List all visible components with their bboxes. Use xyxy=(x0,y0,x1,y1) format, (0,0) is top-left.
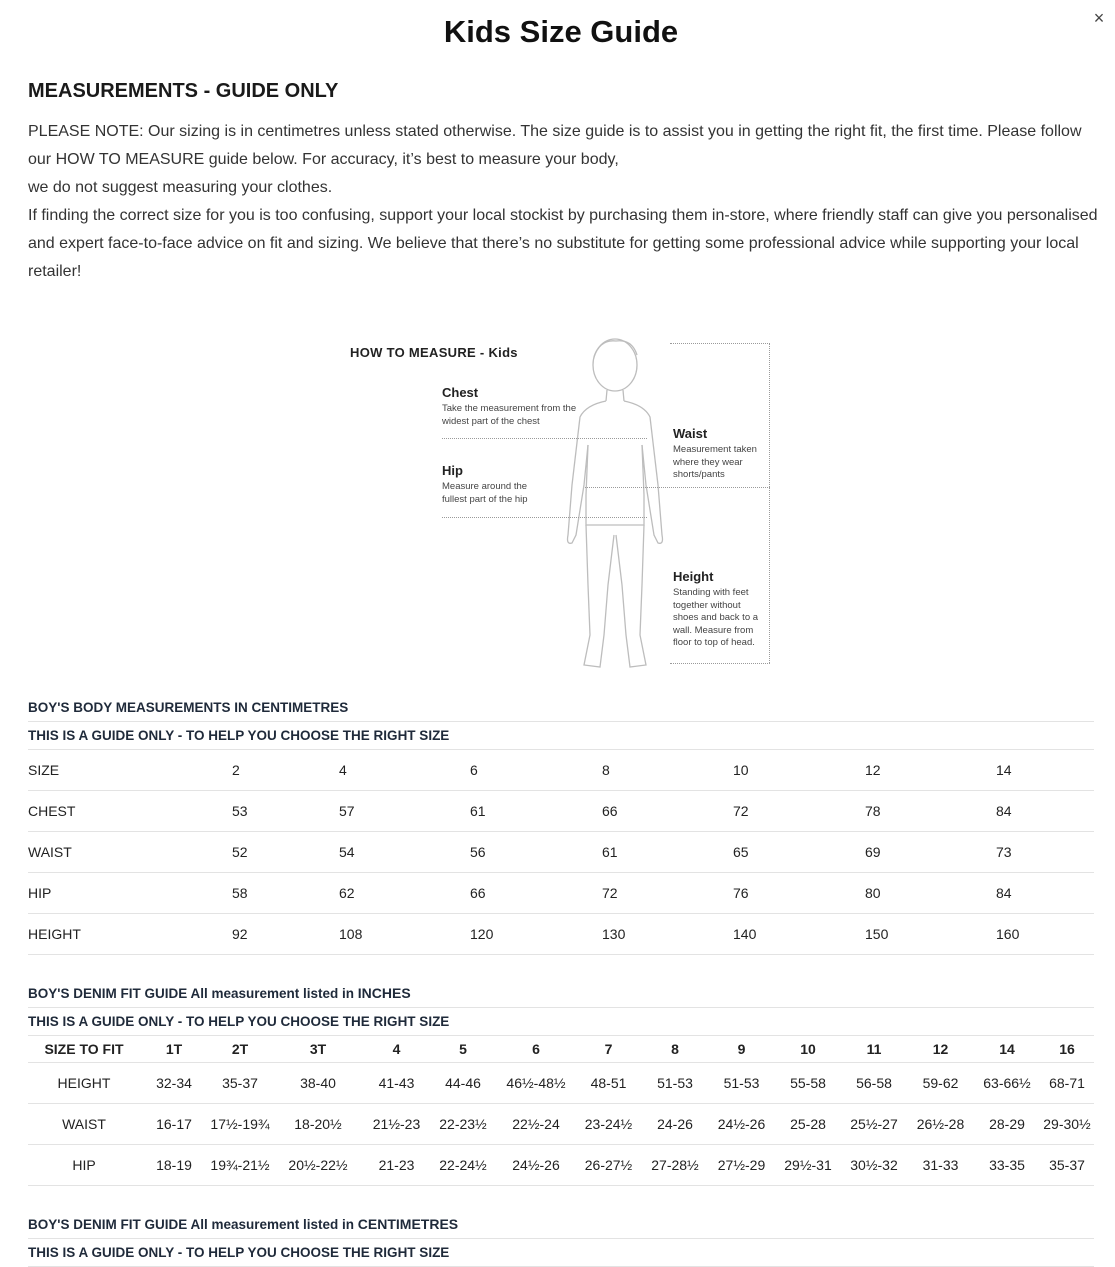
table-cell: 76 xyxy=(733,873,865,914)
table-cell: 84 xyxy=(996,791,1094,832)
hip-desc: Measure around the fullest part of the hip xyxy=(442,481,528,505)
column-header: 2T xyxy=(208,1036,272,1063)
column-header: 10 xyxy=(775,1036,841,1063)
table-row xyxy=(28,873,1094,914)
table-cell: 21½-23 xyxy=(364,1104,429,1145)
column-header: 7 xyxy=(575,1036,642,1063)
hip-label: Hip xyxy=(442,463,463,478)
table-cell: 4 xyxy=(339,750,470,791)
row-label: HEIGHT xyxy=(28,1063,140,1104)
table-row xyxy=(28,1063,1094,1104)
table-cell: 58 xyxy=(232,873,339,914)
table-cell: 72 xyxy=(733,791,865,832)
table-cell: 35-37 xyxy=(208,1063,272,1104)
table-cell: 8 xyxy=(602,750,733,791)
row-label: SIZE xyxy=(28,750,232,791)
note-paragraph-2: we do not suggest measuring your clothes. xyxy=(28,179,333,196)
denim-cm-subcaption: THIS IS A GUIDE ONLY - TO HELP YOU CHOOSE THE RIGHT SIZE xyxy=(28,1239,1094,1267)
table-cell: 16-17 xyxy=(140,1104,208,1145)
table-cell: 29½-31 xyxy=(775,1145,841,1186)
table-cell: 21-23 xyxy=(364,1145,429,1186)
height-bottom-line xyxy=(670,663,770,664)
table-cell: 22-23½ xyxy=(429,1104,497,1145)
table-header-row xyxy=(28,1036,1094,1063)
close-icon[interactable]: × xyxy=(1093,8,1105,28)
table-row xyxy=(28,750,1094,791)
table-cell: 66 xyxy=(602,791,733,832)
table-cell: 18-20½ xyxy=(272,1104,364,1145)
column-header: 1T xyxy=(140,1036,208,1063)
table-cell: 160 xyxy=(996,914,1094,955)
table-cell: 68-71 xyxy=(1040,1063,1094,1104)
boys-body-table xyxy=(28,750,1094,955)
table-cell: 23-24½ xyxy=(575,1104,642,1145)
table-cell: 18-19 xyxy=(140,1145,208,1186)
table-cell: 2 xyxy=(232,750,339,791)
height-top-line xyxy=(670,343,770,344)
column-header: 6 xyxy=(497,1036,575,1063)
table-cell: 46½-48½ xyxy=(497,1063,575,1104)
table-cell: 52 xyxy=(232,832,339,873)
table-cell: 69 xyxy=(865,832,996,873)
waist-guide-line xyxy=(585,487,770,488)
waist-desc: Measurement taken where they wear shorts/pants xyxy=(673,444,757,480)
column-header: SIZE TO FIT xyxy=(28,1036,140,1063)
measurements-heading: MEASUREMENTS - GUIDE ONLY xyxy=(28,80,339,102)
row-label: HIP xyxy=(28,1145,140,1186)
table-cell: 20½-22½ xyxy=(272,1145,364,1186)
table-cell: 22-24½ xyxy=(429,1145,497,1186)
row-label: WAIST xyxy=(28,832,232,873)
denim-cm-unit: CENTIMETRES xyxy=(357,1216,459,1232)
denim-cm-guide xyxy=(28,1211,1094,1267)
table-cell: 51-53 xyxy=(708,1063,775,1104)
column-header: 8 xyxy=(642,1036,708,1063)
table-cell: 92 xyxy=(232,914,339,955)
table-cell: 66 xyxy=(470,873,602,914)
denim-inches-subcaption: THIS IS A GUIDE ONLY - TO HELP YOU CHOOSE THE RIGHT SIZE xyxy=(28,1008,1094,1036)
column-header: 14 xyxy=(974,1036,1040,1063)
table-cell: 61 xyxy=(470,791,602,832)
table-cell: 19¾-21½ xyxy=(208,1145,272,1186)
table-cell: 25½-27 xyxy=(841,1104,907,1145)
height-label: Height xyxy=(673,569,714,584)
table-row xyxy=(28,914,1094,955)
column-header: 12 xyxy=(907,1036,974,1063)
table-cell: 26-27½ xyxy=(575,1145,642,1186)
denim-inches-unit: INCHES xyxy=(357,985,411,1001)
column-header: 11 xyxy=(841,1036,907,1063)
table-cell: 35-37 xyxy=(1040,1145,1094,1186)
table-cell: 26½-28 xyxy=(907,1104,974,1145)
height-desc: Standing with feet together without shoes and back to a wall. Measure from floor to top of head. xyxy=(673,587,759,648)
table-cell: 62 xyxy=(339,873,470,914)
table-cell: 80 xyxy=(865,873,996,914)
how-to-measure-figure xyxy=(330,330,790,675)
table-cell: 24½-26 xyxy=(497,1145,575,1186)
waist-label: Waist xyxy=(673,426,708,441)
note-paragraph-1: PLEASE NOTE: Our sizing is in centimetres unless stated otherwise. The size guide is to assist you in getting the right fit, the first time. Please follow our HOW TO MEASURE guide below. For accuracy, it’s best to measure your body, xyxy=(28,123,1082,168)
denim-inches-caption xyxy=(28,980,1094,1008)
table-cell: 72 xyxy=(602,873,733,914)
table-cell: 28-29 xyxy=(974,1104,1040,1145)
denim-inches-guide xyxy=(28,980,1094,1186)
table-row xyxy=(28,1104,1094,1145)
modal-title: Kids Size Guide xyxy=(443,14,679,49)
denim-inches-table xyxy=(28,1036,1094,1186)
denim-cm-caption xyxy=(28,1211,1094,1239)
table-cell: 130 xyxy=(602,914,733,955)
table-cell: 44-46 xyxy=(429,1063,497,1104)
table-cell: 12 xyxy=(865,750,996,791)
table-cell: 55-58 xyxy=(775,1063,841,1104)
table-cell: 32-34 xyxy=(140,1063,208,1104)
table-row xyxy=(28,832,1094,873)
table-cell: 17½-19¾ xyxy=(208,1104,272,1145)
table-cell: 27-28½ xyxy=(642,1145,708,1186)
boys-body-measurements xyxy=(28,694,1094,955)
column-header: 3T xyxy=(272,1036,364,1063)
table-cell: 63-66½ xyxy=(974,1063,1040,1104)
table-row xyxy=(28,791,1094,832)
table-cell: 14 xyxy=(996,750,1094,791)
table-cell: 41-43 xyxy=(364,1063,429,1104)
column-header: 5 xyxy=(429,1036,497,1063)
table-cell: 56-58 xyxy=(841,1063,907,1104)
table-cell: 54 xyxy=(339,832,470,873)
table-cell: 48-51 xyxy=(575,1063,642,1104)
table-cell: 59-62 xyxy=(907,1063,974,1104)
row-label: WAIST xyxy=(28,1104,140,1145)
table-cell: 140 xyxy=(733,914,865,955)
denim-cm-caption-text: BOY'S DENIM FIT GUIDE All measurement listed in xyxy=(28,1217,358,1232)
table-cell: 51-53 xyxy=(642,1063,708,1104)
table-cell: 73 xyxy=(996,832,1094,873)
column-header: 9 xyxy=(708,1036,775,1063)
hip-guide-line xyxy=(442,517,647,518)
table-cell: 38-40 xyxy=(272,1063,364,1104)
chest-label: Chest xyxy=(442,385,479,400)
chest-guide-line xyxy=(442,438,647,439)
table-cell: 53 xyxy=(232,791,339,832)
row-label: CHEST xyxy=(28,791,232,832)
table-cell: 29-30½ xyxy=(1040,1104,1094,1145)
table-cell: 24-26 xyxy=(642,1104,708,1145)
height-guide-line xyxy=(769,343,770,663)
table-cell: 27½-29 xyxy=(708,1145,775,1186)
column-header: 4 xyxy=(364,1036,429,1063)
row-label: HIP xyxy=(28,873,232,914)
table-row xyxy=(28,1145,1094,1186)
table-cell: 10 xyxy=(733,750,865,791)
child-silhouette-icon xyxy=(560,335,670,675)
denim-inches-caption-text: BOY'S DENIM FIT GUIDE All measurement listed in xyxy=(28,986,358,1001)
boys-body-subcaption: THIS IS A GUIDE ONLY - TO HELP YOU CHOOSE THE RIGHT SIZE xyxy=(28,722,1094,750)
table-cell: 6 xyxy=(470,750,602,791)
table-cell: 78 xyxy=(865,791,996,832)
table-cell: 56 xyxy=(470,832,602,873)
table-cell: 61 xyxy=(602,832,733,873)
table-cell: 65 xyxy=(733,832,865,873)
table-cell: 150 xyxy=(865,914,996,955)
boys-body-caption: BOY'S BODY MEASUREMENTS IN CENTIMETRES xyxy=(28,694,1094,722)
intro-note xyxy=(28,118,1098,286)
table-cell: 30½-32 xyxy=(841,1145,907,1186)
table-cell: 108 xyxy=(339,914,470,955)
how-to-measure-heading: HOW TO MEASURE - Kids xyxy=(350,345,518,360)
table-cell: 22½-24 xyxy=(497,1104,575,1145)
table-cell: 25-28 xyxy=(775,1104,841,1145)
table-cell: 33-35 xyxy=(974,1145,1040,1186)
table-cell: 24½-26 xyxy=(708,1104,775,1145)
table-cell: 84 xyxy=(996,873,1094,914)
table-cell: 57 xyxy=(339,791,470,832)
chest-desc: Take the measurement from the widest part of the chest xyxy=(442,403,577,427)
table-cell: 120 xyxy=(470,914,602,955)
row-label: HEIGHT xyxy=(28,914,232,955)
note-paragraph-3: If finding the correct size for you is too confusing, support your local stockist by purchasing them in-store, where friendly staff can give you personalised and expert face-to-face advice on fit and sizing. We believe that there’s no substitute for getting some professional advice while supporting your local retailer! xyxy=(28,207,1098,280)
column-header: 16 xyxy=(1040,1036,1094,1063)
table-cell: 31-33 xyxy=(907,1145,974,1186)
